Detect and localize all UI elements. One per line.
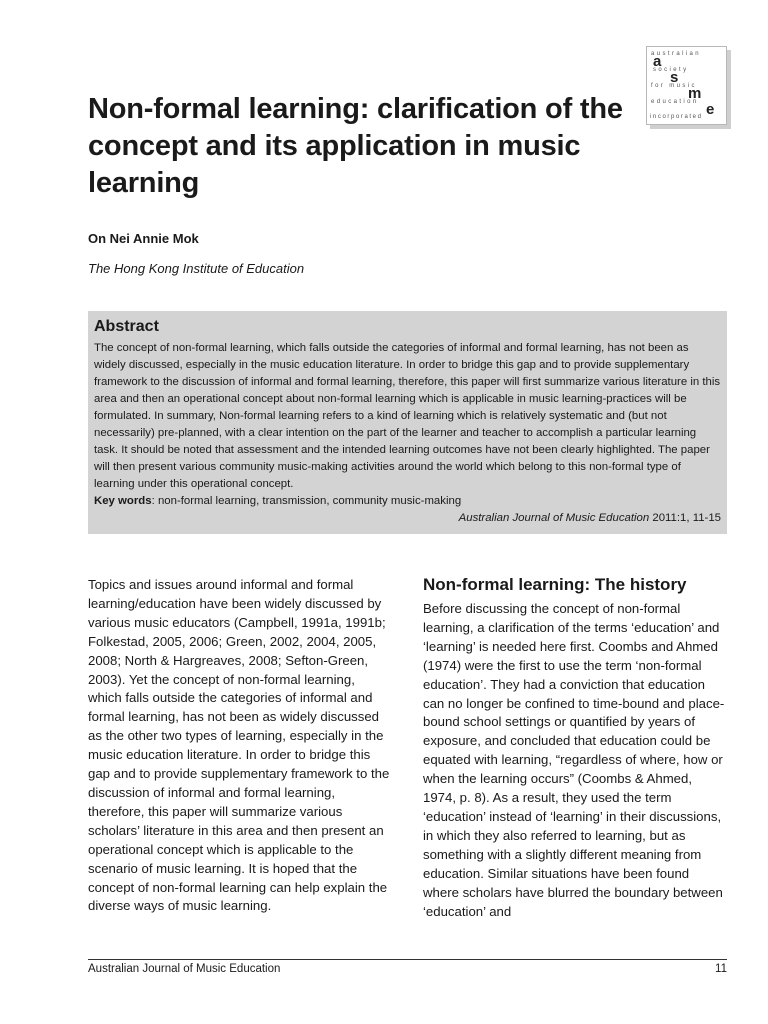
paper-title: Non-formal learning: clarification of the concept and its application in music learning [88,93,623,199]
logo-row: education [651,99,699,105]
journal-citation [94,510,721,527]
left-column [88,576,392,916]
logo-letter: a [653,53,662,70]
section-heading: Non-formal learning: The history [423,575,687,594]
asme-logo [646,46,727,125]
logo-row: australian [651,51,702,57]
abstract-heading: Abstract [94,318,159,335]
citation-journal: Australian Journal of Music Education [458,512,650,524]
footer-journal: Australian Journal of Music Education [88,963,281,975]
author-affiliation: The Hong Kong Institute of Education [88,261,305,276]
keywords-line [94,493,721,510]
right-column [423,573,728,921]
logo-row: incorporated [650,114,703,120]
logo-row: for music [651,83,697,89]
logo-row: society [653,67,689,73]
author-name: On Nei Annie Mok [88,231,199,246]
keywords-label: Key words [94,495,152,507]
page-number: 11 [715,963,727,975]
logo-letter: e [706,101,715,118]
logo-letter: m [688,85,702,102]
citation-ref: 2011:1, 11-15 [649,512,721,524]
abstract-box [88,311,727,534]
history-paragraph: Before discussing the concept of non-formal learning, a clarification of the terms ‘education’ and ‘learning’ is needed here first. Coombs and Ahmed (1974) were the first to use the term ‘non-formal education’. They had a conviction that education can no longer be confined to time-bound and place-bound school settings or quantified by years of exposure, and concluded that education could be equated with learning, “regardless of where, how or when the learning occurs” (Coombs & Ahmed, 1974, p. 8). As a result, they used the term ‘education’ instead of ‘learning’ in their discussions, in which they also referred to learning, but as something with a slightly different meaning from education. Similar situations have been found where scholars have blurred the boundary between ‘education’ and [423,601,725,919]
intro-paragraph: Topics and issues around informal and formal learning/education have been widely discussed by various music educators (Campbell, 1991a, 1991b; Folkestad, 2005, 2006; Green, 2002, 2004, 2005, 2008; North & Hargreaves, 2008; Sefton-Green, 2003). Yet the concept of non-formal learning, which falls outside the categories of informal and formal learning, has not been as widely discussed as the other two types of learning, especially in the music education literature. In order to bridge this gap and to provide supplementary framework to the discussion of informal and formal learning, therefore, this paper will summarize various scholars’ literature in this area and then present an operational concept which is applicable to the scenario of music learning. It is hoped that the concept of non-formal learning can help explain the diverse ways of music learning. [88,577,390,914]
logo-letter: s [670,69,679,86]
keywords-text: : non-formal learning, transmission, community music-making [151,495,462,507]
abstract-body: The concept of non-formal learning, which falls outside the categories of informal and formal learning, has not been as widely discussed, especially in the music education literature. In order to bridge this gap and to provide supplementary framework to the discussion of informal and formal learning, therefore, this paper will first summarize various literature in this area and then an operational concept about non-formal learning which is applicable in music learning-practices will be formulated. In summary, Non-formal learning refers to a kind of learning which is relatively systematic and (but not necessarily) pre-planned, with a clear intention on the part of the learner and teacher to accomplish a particular learning task. It should be noted that assessment and the intended learning outcomes have not been clearly highlighted. The paper will then present various community music-making activities around the world which belong to this non-formal type of learning under this operational concept. [94,342,721,490]
footer-rule [88,959,727,960]
